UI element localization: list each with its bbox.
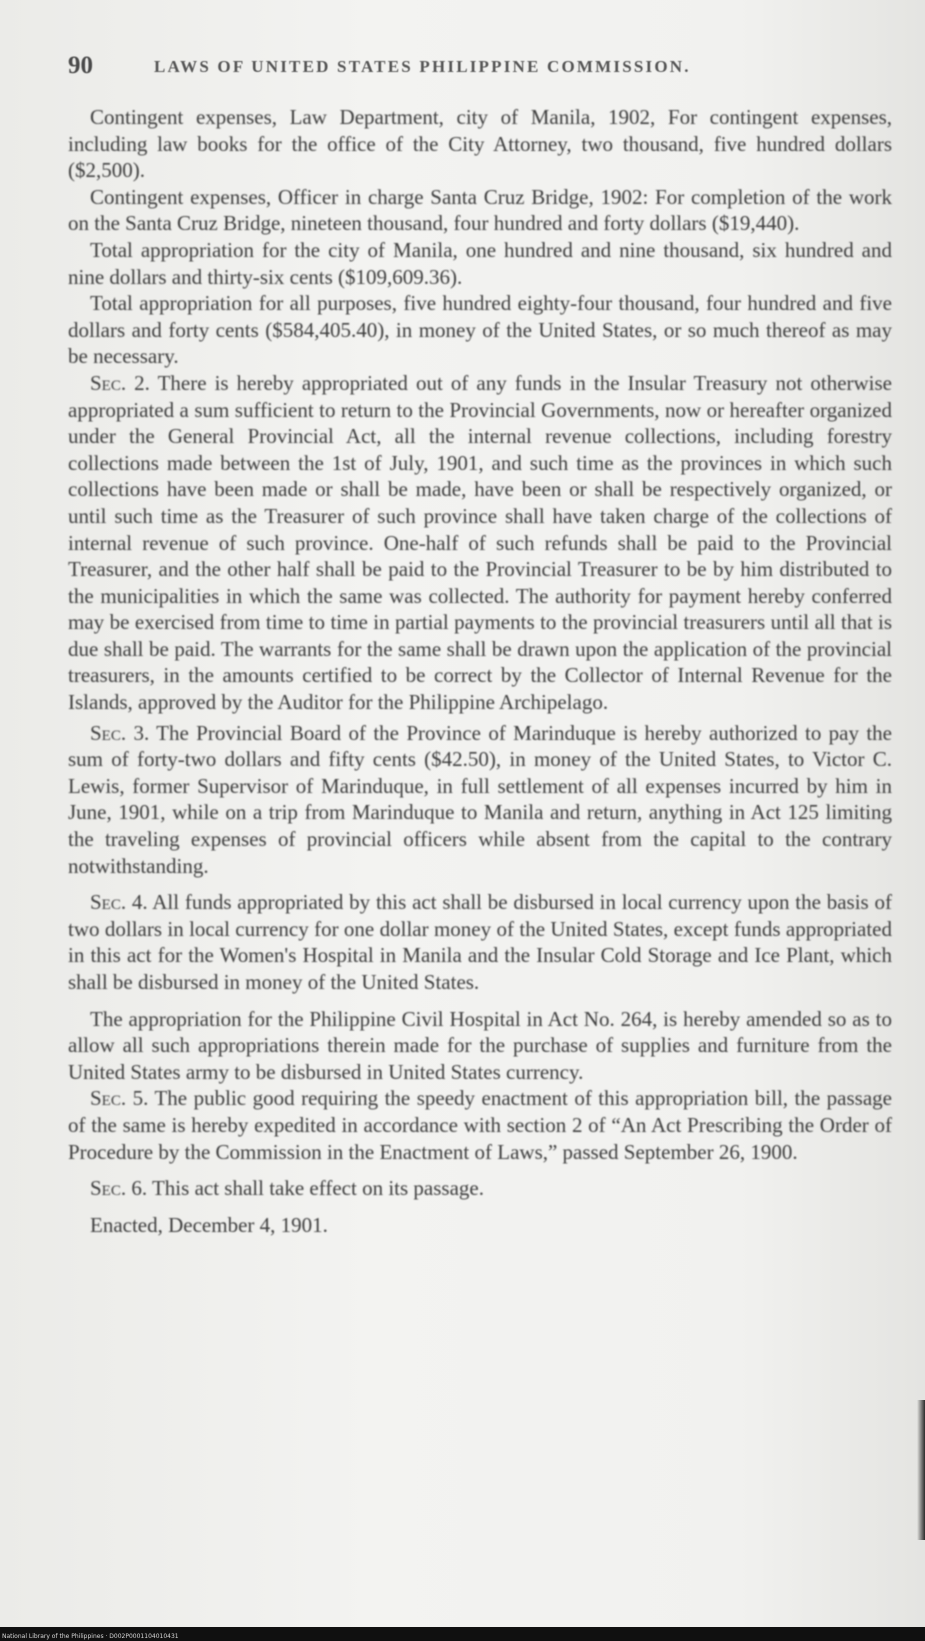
section-6-text: This act shall take effect on its passage. <box>151 1176 484 1201</box>
section-3-text: The Provincial Board of the Province of Marinduque is hereby authorized to pay the sum of forty-two dollars and fifty cents ($42.50), in money of the United States, to Victor C. Lewis, former Supervisor of Marinduque, in full settlement of all expenses incurred by him in June, 1901, while on a trip from Marinduque to Manila and return, anything in Act 125 limiting the traveling expenses of provincial officers while absent from the capital to the contrary notwithstanding. <box>68 720 892 878</box>
section-2-text: There is hereby appropriated out of any funds in the Insular Treasury not otherwise appropriated a sum sufficient to return to the Provincial Governments, now or hereafter organized under the General Provincial Act, all the internal revenue collections, including forestry collections made between the 1st of July, 1901, and such time as the provinces in which such collections have been made or shall be made, have been or shall be respectively organized, or until such time as the Treasurer of such province shall have taken charge of the collections of internal revenue of such province. One-half of such refunds shall be paid to the Provincial Treasurer, and the other half shall be paid to the Provincial Treasurer to be by him distributed to the municipalities in which the same was collected. The authority for payment hereby conferred may be exercised from time to time in partial payments to the provincial treasurers until all that is due shall be paid. The warrants for the same shall be drawn upon the application of the provincial treasurers, in the amounts certified to be correct by the Collector of Internal Revenue for the Islands, approved by the Auditor for the Philippine Archipelago. <box>68 370 892 715</box>
enacted-date: Enacted, December 4, 1901. <box>90 1212 328 1237</box>
running-title: LAWS OF UNITED STATES PHILIPPINE COMMISSION. <box>154 57 691 76</box>
page-number: 90 <box>68 52 93 79</box>
paragraph-law-department: Contingent expenses, Law Department, city of Manila, 1902, For contingent expenses, including law books for the office of the City Attorney, two thousand, five hundred dollars ($2,500). <box>68 105 892 183</box>
section-3-label: Sec. 3. <box>90 720 150 745</box>
page-edge-shadow <box>917 1400 925 1540</box>
section-3 <box>68 720 892 880</box>
section-6-label: Sec. 6. <box>90 1176 148 1201</box>
footer-credit: National Library of the Philippines · D002P0001104010431 <box>2 1633 179 1640</box>
section-5-text: The public good requiring the speedy enactment of this appropriation bill, the passage of the same is hereby expedited in accordance with section 2 of “An Act Prescribing the Order of Procedure by the Commission in the Enactment of Laws,” passed September 26, 1900. <box>68 1086 892 1164</box>
paragraph-amendment: The appropriation for the Philippine Civil Hospital in Act No. 264, is hereby amended so as to allow all such appropriations therein made for the purchase of supplies and furniture from the United States army to be disbursed in United States currency. <box>68 1006 892 1084</box>
section-6 <box>68 1175 892 1202</box>
paragraph-total-manila: Total appropriation for the city of Manila, one hundred and nine thousand, six hundred and nine dollars and thirty-six cents ($109,609.36). <box>68 237 892 289</box>
body-text <box>68 104 892 1238</box>
paragraph-santa-cruz-bridge: Contingent expenses, Officer in charge Santa Cruz Bridge, 1902: For completion of the work on the Santa Cruz Bridge, nineteen thousand, four hundred and forty dollars ($19,440). <box>68 184 892 236</box>
section-4-text: All funds appropriated by this act shall be disbursed in local currency upon the basis of two dollars in local currency for one dollar money of the United States, except funds appropriated in this act for the Women's Hospital in Manila and the Insular Cold Storage and Ice Plant, which shall be disbursed in money of the United States. <box>68 890 892 994</box>
section-2-label: Sec. 2. <box>90 370 150 395</box>
section-5-label: Sec. 5. <box>90 1086 149 1111</box>
section-4 <box>68 889 892 995</box>
section-2 <box>68 370 892 716</box>
section-4-label: Sec. 4. <box>90 890 148 915</box>
paragraph-total-all-purposes: Total appropriation for all purposes, five hundred eighty-four thousand, four hundred and five dollars and forty cents ($584,405.40), in money of the United States, or so much thereof as may be necessary. <box>68 291 892 369</box>
section-5 <box>68 1085 892 1165</box>
page-header <box>68 52 828 82</box>
footer-bar <box>0 1627 925 1641</box>
